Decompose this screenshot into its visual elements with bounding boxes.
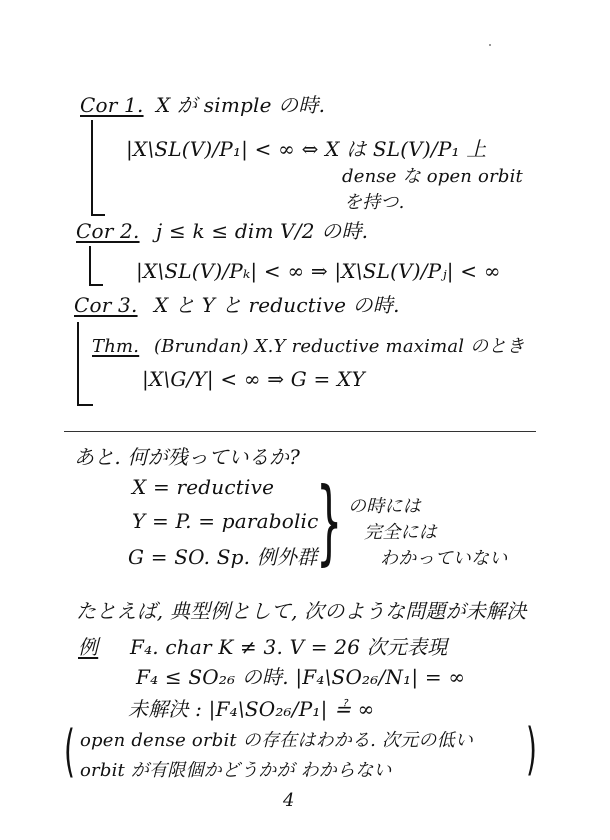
example-intro: たとえば, 典型例として, 次のような問題が未解決 [76, 599, 527, 623]
left-paren-icon: ( [64, 719, 75, 784]
remaining-note-1: の時には [348, 496, 421, 517]
cor1-equivalence: |X\SL(V)/P₁| < ∞ ⇔ X は SL(V)/P₁ 上 [126, 137, 487, 161]
remaining-g: G = SO. Sp. 例外群 [128, 545, 318, 569]
page-number: 4 [283, 790, 295, 811]
cor1-possess: を持つ. [344, 192, 405, 213]
remaining-note-2: 完全には [364, 522, 437, 543]
cor1-label: Cor 1. [80, 93, 144, 117]
example-line-2: F₄ ≤ SO₂₆ の時. |F₄\SO₂₆/N₁| = ∞ [136, 665, 466, 689]
curly-brace-icon: } [316, 468, 343, 575]
example-remark-2: orbit が有限個かどうかが わからない [80, 760, 392, 781]
cor1-bracket-foot [91, 214, 105, 216]
cor3-condition: X と Y と reductive の時. [154, 293, 400, 317]
cor3-bracket-vertical [77, 322, 79, 406]
cor1-condition: X が simple の時. [156, 93, 326, 117]
example-line-3: 未解決 : |F₄\SO₂₆/P₁| ≟ ∞ [128, 697, 375, 721]
cor3-label: Cor 3. [74, 293, 138, 317]
example-label: 例 [78, 635, 99, 659]
theorem-statement: (Brundan) X.Y reductive maximal のとき [154, 336, 525, 357]
cor3-bracket-foot [77, 404, 93, 406]
cor2-label: Cor 2. [76, 219, 140, 243]
speck-mark [489, 44, 491, 46]
cor1-open-orbit: dense な open orbit [342, 166, 523, 187]
theorem-formula: |X\G/Y| < ∞ ⇒ G = XY [142, 367, 365, 391]
cor2-bracket-vertical [89, 246, 91, 286]
cor1-bracket-vertical [91, 120, 93, 216]
section-divider [64, 431, 536, 432]
example-line-1: F₄. char K ≠ 3. V = 26 次元表現 [130, 635, 448, 659]
remaining-heading: あと. 何が残っているか? [74, 445, 301, 469]
remaining-note-3: わかっていない [380, 548, 508, 569]
cor2-implication: |X\SL(V)/Pₖ| < ∞ ⇒ |X\SL(V)/Pⱼ| < ∞ [136, 259, 501, 283]
remaining-y: Y = P. = parabolic [132, 509, 319, 533]
remaining-x: X = reductive [132, 475, 275, 499]
right-paren-icon: ) [526, 717, 537, 782]
example-remark-1: open dense orbit の存在はわかる. 次元の低い [80, 730, 474, 751]
cor2-bracket-foot [89, 284, 103, 286]
cor2-condition: j ≤ k ≤ dim V/2 の時. [156, 219, 369, 243]
theorem-label: Thm. [92, 336, 140, 357]
